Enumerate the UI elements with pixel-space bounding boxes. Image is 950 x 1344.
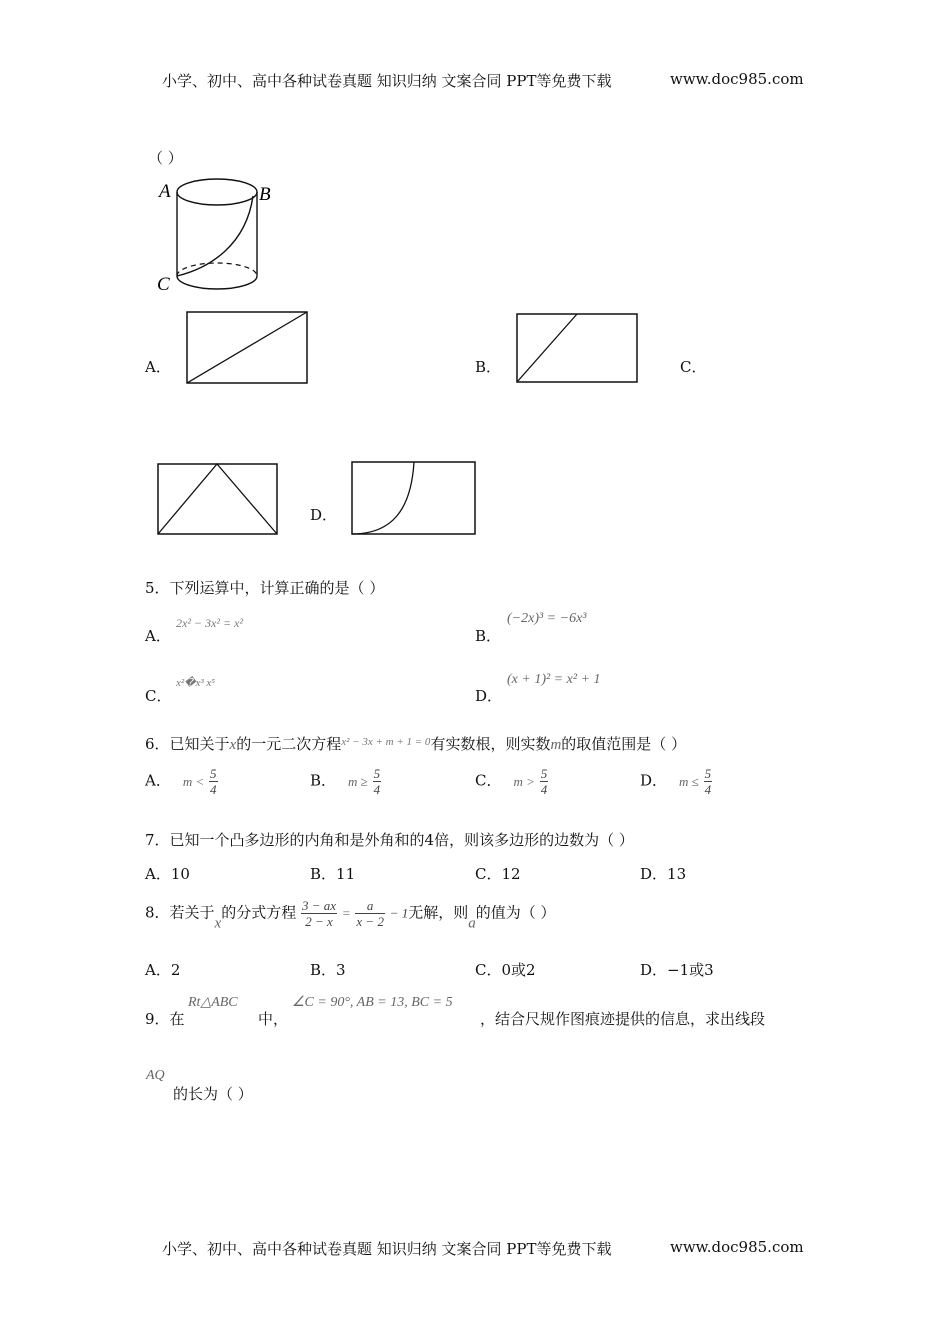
q4-option-d-figure bbox=[351, 461, 477, 536]
q8-option-a[interactable]: A．2 bbox=[145, 961, 181, 979]
header-site[interactable]: www.doc985.com bbox=[670, 70, 804, 88]
q4-option-b-label[interactable]: B． bbox=[475, 358, 502, 376]
q8-fraction-left: $\frac{3 - ax}{2 - x}$ bbox=[302, 898, 337, 929]
q9-segment: AQ bbox=[146, 1068, 165, 1083]
q9-lead: 9．在 bbox=[145, 1010, 185, 1028]
cylinder-figure bbox=[150, 170, 290, 300]
q5-option-a-label[interactable]: A． bbox=[145, 627, 171, 645]
q8-var-x: x bbox=[214, 915, 222, 932]
q9-stem-rest: ，结合尺规作图痕迹提供的信息，求出线段 bbox=[480, 1010, 766, 1028]
q4-option-c-figure bbox=[157, 463, 279, 536]
q5-option-d-expr: (x + 1)² = x² + 1 bbox=[507, 672, 601, 687]
cyl-label-a: A bbox=[159, 181, 171, 202]
q4-option-a-figure bbox=[186, 311, 308, 385]
q4-option-d-label[interactable]: D． bbox=[310, 506, 338, 524]
q9-condition: ∠C = 90°, AB = 13, BC = 5 bbox=[292, 995, 453, 1010]
q7-option-b[interactable]: B．11 bbox=[310, 865, 356, 883]
q5-option-b-expr: (−2x)³ = −6x³ bbox=[507, 611, 587, 626]
q8-option-c[interactable]: C．0或2 bbox=[475, 961, 536, 979]
footer-title: 小学、初中、高中各种试卷真题 知识归纳 文案合同 PPT等免费下载 bbox=[162, 1240, 612, 1258]
q8-var-a: a bbox=[468, 915, 476, 932]
q8-fraction-right: $\frac{a}{x - 2}$ bbox=[356, 898, 384, 929]
q6-option-a[interactable]: A． m < $\frac{5}{4}$ bbox=[145, 766, 217, 797]
q6-var-m: m bbox=[550, 737, 562, 753]
q9-triangle: Rt△ABC bbox=[188, 995, 238, 1010]
q5-option-b-label[interactable]: B． bbox=[475, 627, 502, 645]
q6-var-x: x bbox=[229, 737, 237, 753]
q5-stem: 5．下列运算中，计算正确的是（ ） bbox=[145, 579, 385, 597]
q4-option-a-label[interactable]: A． bbox=[145, 358, 171, 376]
cyl-label-b: B bbox=[259, 184, 271, 205]
q5-option-d-label[interactable]: D． bbox=[475, 687, 503, 705]
q7-stem: 7．已知一个凸多边形的内角和是外角和的4倍，则该多边形的边数为（ ） bbox=[145, 831, 634, 849]
q4-option-c-label[interactable]: C． bbox=[680, 358, 707, 376]
q6-option-d[interactable]: D． m ≤ $\frac{5}{4}$ bbox=[640, 766, 712, 797]
q9-zhong: 中， bbox=[258, 1010, 289, 1028]
q6-option-c[interactable]: C． m > $\frac{5}{4}$ bbox=[475, 766, 548, 797]
q7-option-d[interactable]: D．13 bbox=[640, 865, 687, 883]
q5-option-a-expr: 2x² − 3x² = x² bbox=[176, 616, 243, 630]
q9-stem-tail: 的长为（ ） bbox=[173, 1085, 253, 1103]
q8-option-d[interactable]: D．−1或3 bbox=[640, 961, 714, 979]
q4-option-b-figure bbox=[516, 313, 639, 384]
q4-answer-paren: （ ） bbox=[148, 149, 183, 167]
q8-stem: 8．若关于x的分式方程 $\frac{3 - ax}{2 - x}$ = $\frac{a}{x - 2}$ − 1无解，则a的值为（ ） bbox=[145, 898, 556, 932]
q6-stem: 6．已知关于x的一元二次方程$^{x^2 - 3x + m + 1 = 0}$有实数根，则实数m的取值范围是（ ） bbox=[145, 735, 687, 753]
cyl-label-c: C bbox=[157, 274, 170, 295]
header-title: 小学、初中、高中各种试卷真题 知识归纳 文案合同 PPT等免费下载 bbox=[162, 72, 612, 90]
q7-option-c[interactable]: C．12 bbox=[475, 865, 521, 883]
q6-option-b[interactable]: B． m ≥ $\frac{5}{4}$ bbox=[310, 766, 381, 797]
q5-option-c-label[interactable]: C． bbox=[145, 687, 172, 705]
q5-option-c-expr: x²�x³ x⁵ bbox=[176, 677, 216, 689]
q6-equation: x² − 3x + m + 1 = 0 bbox=[341, 736, 431, 748]
q8-option-b[interactable]: B．3 bbox=[310, 961, 346, 979]
q7-option-a[interactable]: A．10 bbox=[145, 865, 190, 883]
footer-site[interactable]: www.doc985.com bbox=[670, 1238, 804, 1256]
